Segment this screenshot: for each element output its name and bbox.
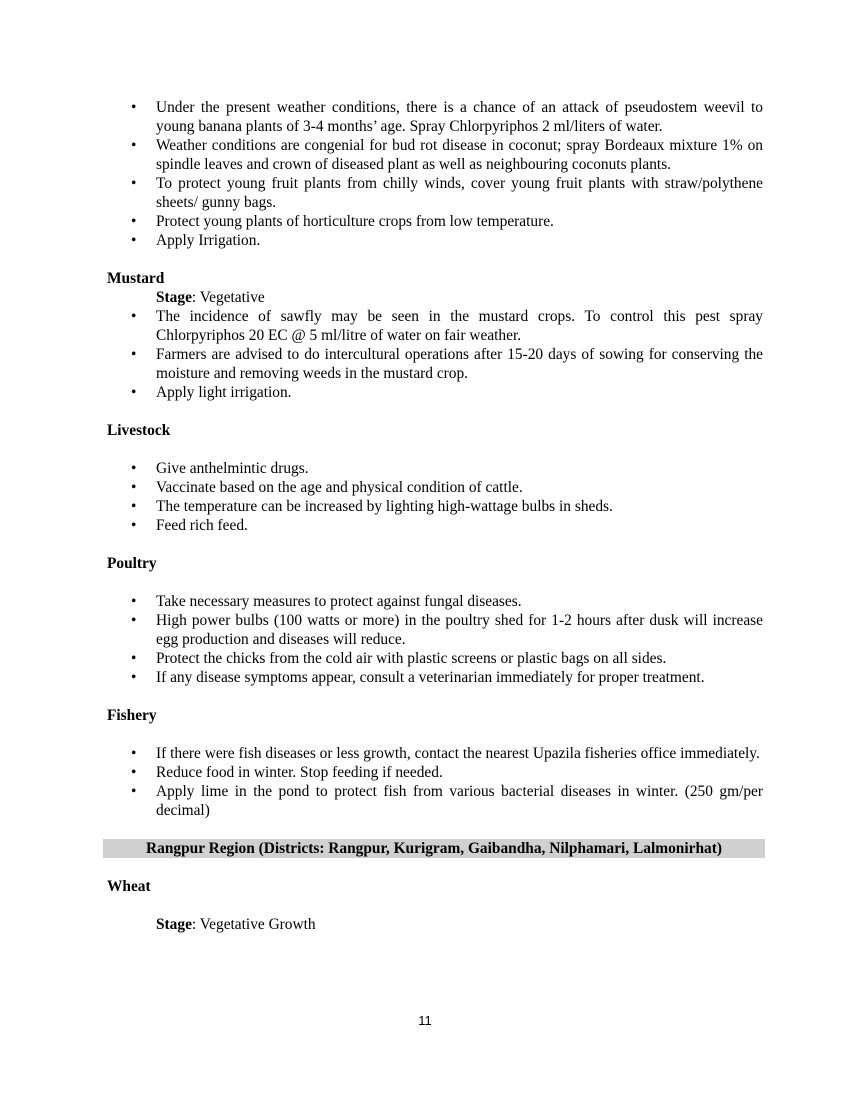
list-item: • Vaccinate based on the age and physical condition of cattle. [107, 478, 763, 497]
list-item: • Feed rich feed. [107, 516, 763, 535]
mustard-heading: Mustard [107, 270, 165, 287]
list-item: • Take necessary measures to protect against fungal diseases. [107, 592, 763, 611]
stage-value: : Vegetative [191, 289, 265, 306]
poultry-bullet-list [107, 592, 763, 687]
livestock-bullet-list [107, 459, 763, 535]
region-banner: Rangpur Region (Districts: Rangpur, Kurigram, Gaibandha, Nilphamari, Lalmonirhat) [103, 839, 765, 858]
list-item: • Give anthelmintic drugs. [107, 459, 763, 478]
list-item: • Apply light irrigation. [107, 383, 763, 402]
mustard-stage [107, 288, 763, 307]
list-item: • Under the present weather conditions, there is a chance of an attack of pseudostem weevil to young banana plants of 3-4 months’ age. Spray Chlorpyriphos 2 ml/liters of water. [107, 98, 763, 136]
list-item: • The incidence of sawfly may be seen in the mustard crops. To control this pest spray Chlorpyriphos 20 EC @ 5 ml/litre of water on fair weather. [107, 307, 763, 345]
page-content [107, 98, 763, 934]
list-item: • The temperature can be increased by lighting high-wattage bulbs in sheds. [107, 497, 763, 516]
stage-label: Stage [156, 916, 192, 933]
list-item: • Reduce food in winter. Stop feeding if needed. [107, 763, 763, 782]
list-item: • To protect young fruit plants from chilly winds, cover young fruit plants with straw/polythene sheets/ gunny bags. [107, 174, 763, 212]
page-number: 11 [418, 1013, 432, 1028]
wheat-stage [107, 915, 763, 934]
intro-bullet-list [107, 98, 763, 250]
fishery-bullet-list [107, 744, 763, 820]
wheat-heading: Wheat [107, 878, 151, 895]
list-item: • Apply Irrigation. [107, 231, 763, 250]
mustard-bullet-list [107, 307, 763, 402]
list-item: • Protect young plants of horticulture crops from low temperature. [107, 212, 763, 231]
poultry-heading: Poultry [107, 555, 157, 572]
list-item: • Weather conditions are congenial for bud rot disease in coconut; spray Bordeaux mixture 1% on spindle leaves and crown of diseased plant as well as neighbouring coconuts plants. [107, 136, 763, 174]
fishery-heading: Fishery [107, 707, 157, 724]
list-item: • If any disease symptoms appear, consult a veterinarian immediately for proper treatment. [107, 668, 763, 687]
list-item: • Farmers are advised to do intercultural operations after 15-20 days of sowing for conserving the moisture and removing weeds in the mustard crop. [107, 345, 763, 383]
list-item: • Protect the chicks from the cold air with plastic screens or plastic bags on all sides. [107, 649, 763, 668]
list-item: • High power bulbs (100 watts or more) in the poultry shed for 1-2 hours after dusk will increase egg production and diseases will reduce. [107, 611, 763, 649]
stage-value: : Vegetative Growth [191, 916, 316, 933]
list-item: • Apply lime in the pond to protect fish from various bacterial diseases in winter. (250 gm/per decimal) [107, 782, 763, 820]
stage-label: Stage [156, 289, 192, 306]
livestock-heading: Livestock [107, 422, 171, 439]
list-item: • If there were fish diseases or less growth, contact the nearest Upazila fisheries office immediately. [107, 744, 763, 763]
